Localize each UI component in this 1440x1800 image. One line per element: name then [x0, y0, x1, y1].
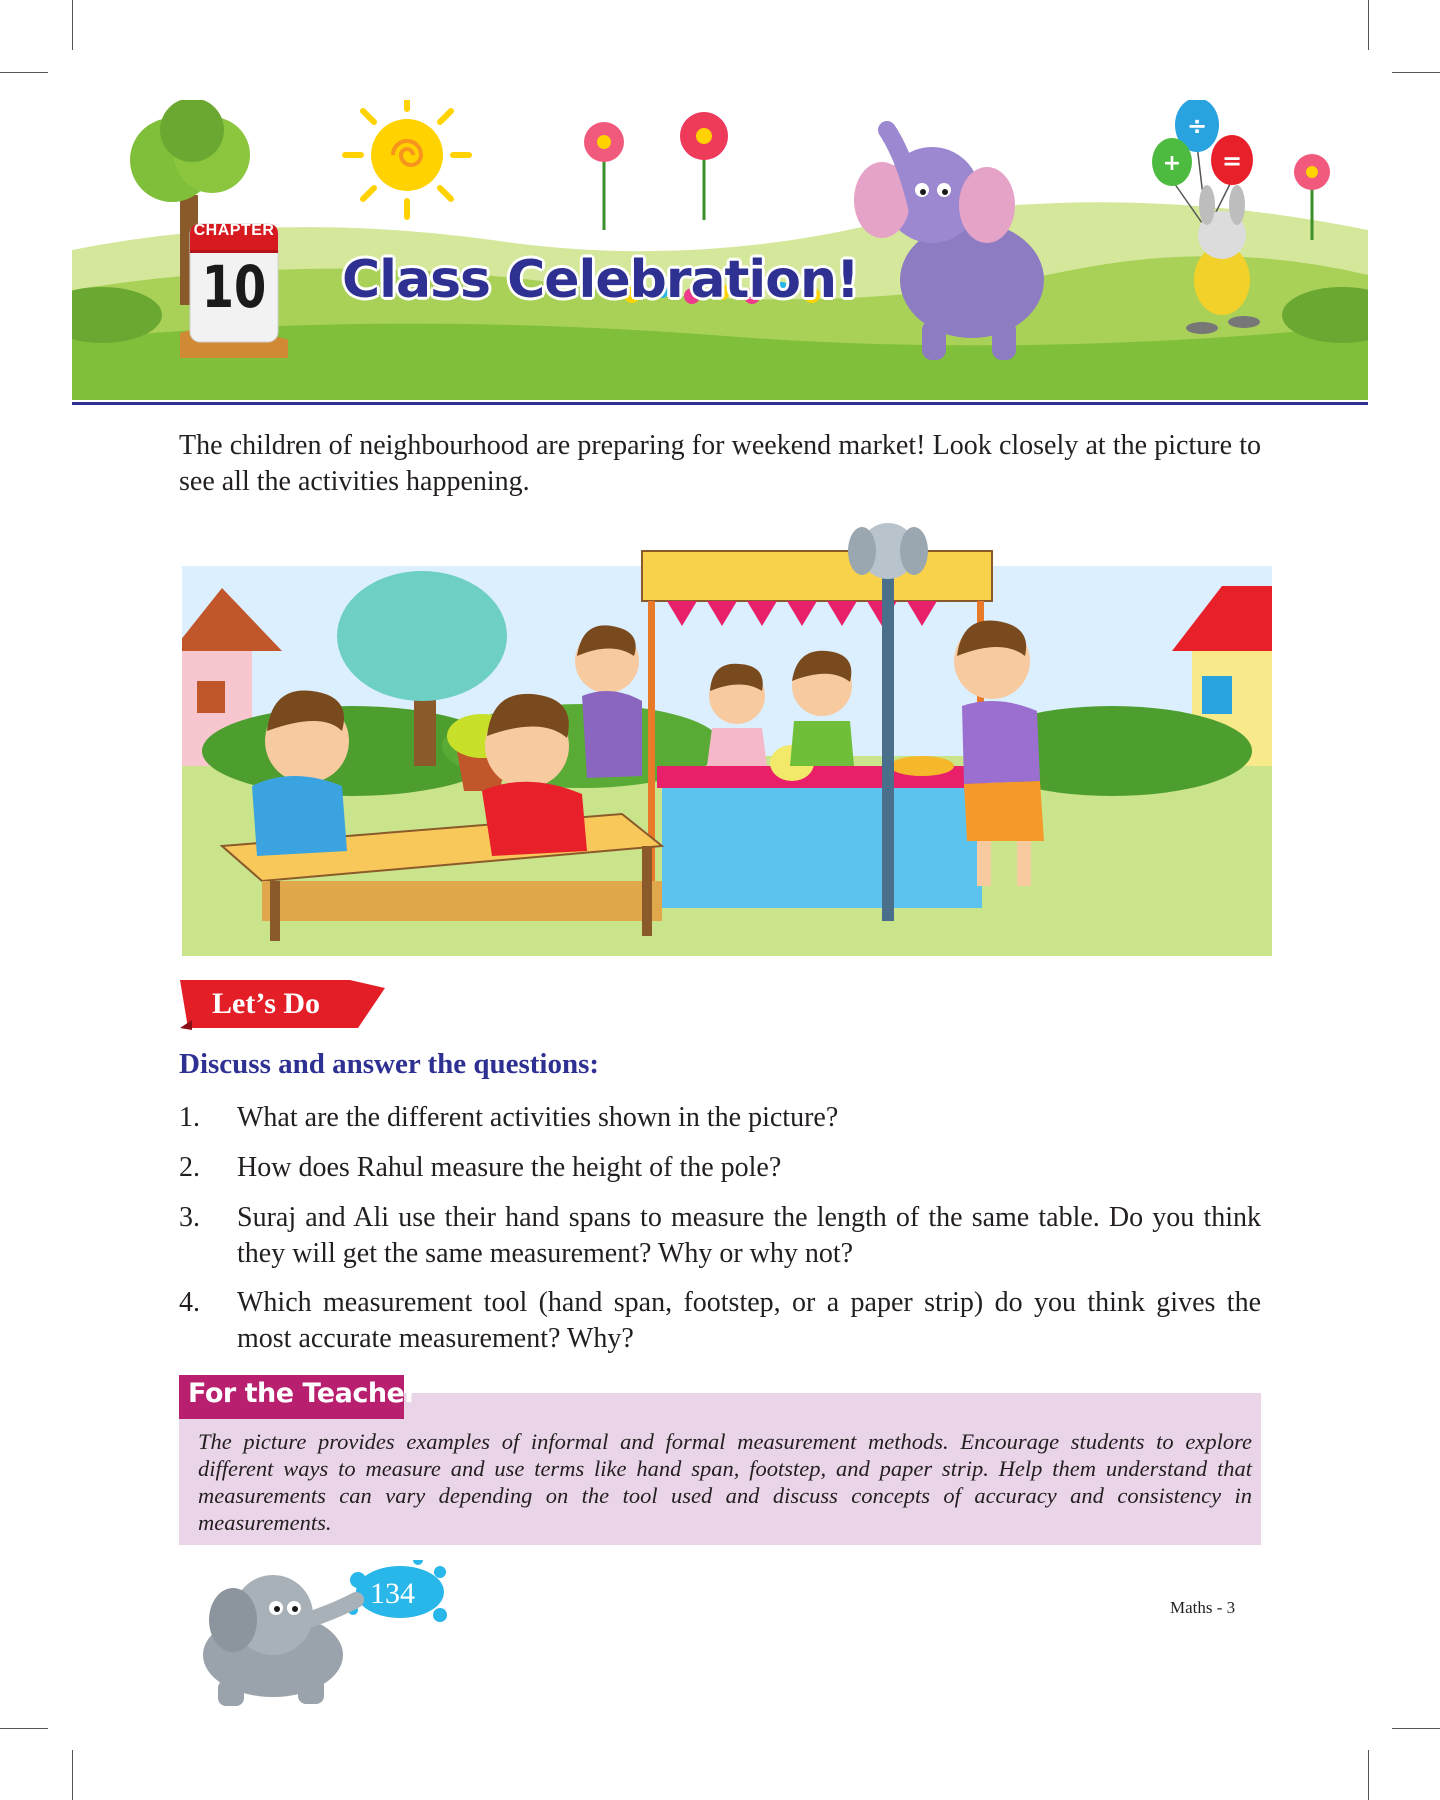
question-text: How does Rahul measure the height of the pole?: [237, 1152, 782, 1183]
question-item: [179, 1150, 1261, 1186]
intro-paragraph: The children of neighbourhood are preparing for weekend market! Look closely at the picture to see all the activities happening.: [179, 430, 1261, 497]
crop-mark: [72, 1750, 73, 1800]
question-number: 4.: [179, 1287, 200, 1318]
crop-mark: [1368, 1750, 1369, 1800]
market-scene-illustration: [182, 516, 1272, 956]
balloon-equals: =: [1221, 147, 1243, 175]
header-rule: [72, 402, 1368, 405]
question-number: 3.: [179, 1202, 200, 1233]
question-item: [179, 1285, 1261, 1357]
crop-mark: [1368, 0, 1369, 50]
balloon-plus: +: [1162, 151, 1182, 176]
page-number: 134: [370, 1577, 415, 1610]
crop-mark: [0, 72, 48, 73]
chapter-title: Class Celebration!: [342, 250, 859, 310]
crop-mark: [1392, 1728, 1440, 1729]
chapter-number: 10: [201, 253, 267, 321]
crop-mark: [0, 1728, 48, 1729]
crop-mark: [72, 0, 73, 50]
question-text: Which measurement tool (hand span, footstep, or a paper strip) do you think gives the most accurate measurement? Why?: [237, 1287, 1261, 1354]
question-item: [179, 1100, 1261, 1136]
questions-heading: Discuss and answer the questions:: [179, 1048, 600, 1080]
balloon-divide: ÷: [1186, 112, 1208, 140]
lets-do-badge: Let’s Do: [212, 987, 321, 1020]
teacher-note-text: The picture provides examples of informal and formal measurement methods. Encourage students to explore different ways to measure and use terms like hand span, footstep, and paper strip. Help them understand that measurements can vary depending on the tool used and discuss concepts of accuracy and consistency in measurements.: [198, 1429, 1252, 1535]
question-item: [179, 1200, 1261, 1272]
chapter-label: CHAPTER: [193, 222, 275, 239]
book-title: Maths - 3: [1170, 1598, 1236, 1617]
teacher-note-title: For the Teacher: [188, 1378, 418, 1409]
question-text: Suraj and Ali use their hand spans to measure the length of the same table. Do you think they will get the same measurement? Why or why not?: [237, 1202, 1261, 1269]
question-text: What are the different activities shown in the picture?: [237, 1102, 839, 1133]
question-number: 2.: [179, 1152, 200, 1183]
crop-mark: [1392, 72, 1440, 73]
question-number: 1.: [179, 1102, 200, 1133]
